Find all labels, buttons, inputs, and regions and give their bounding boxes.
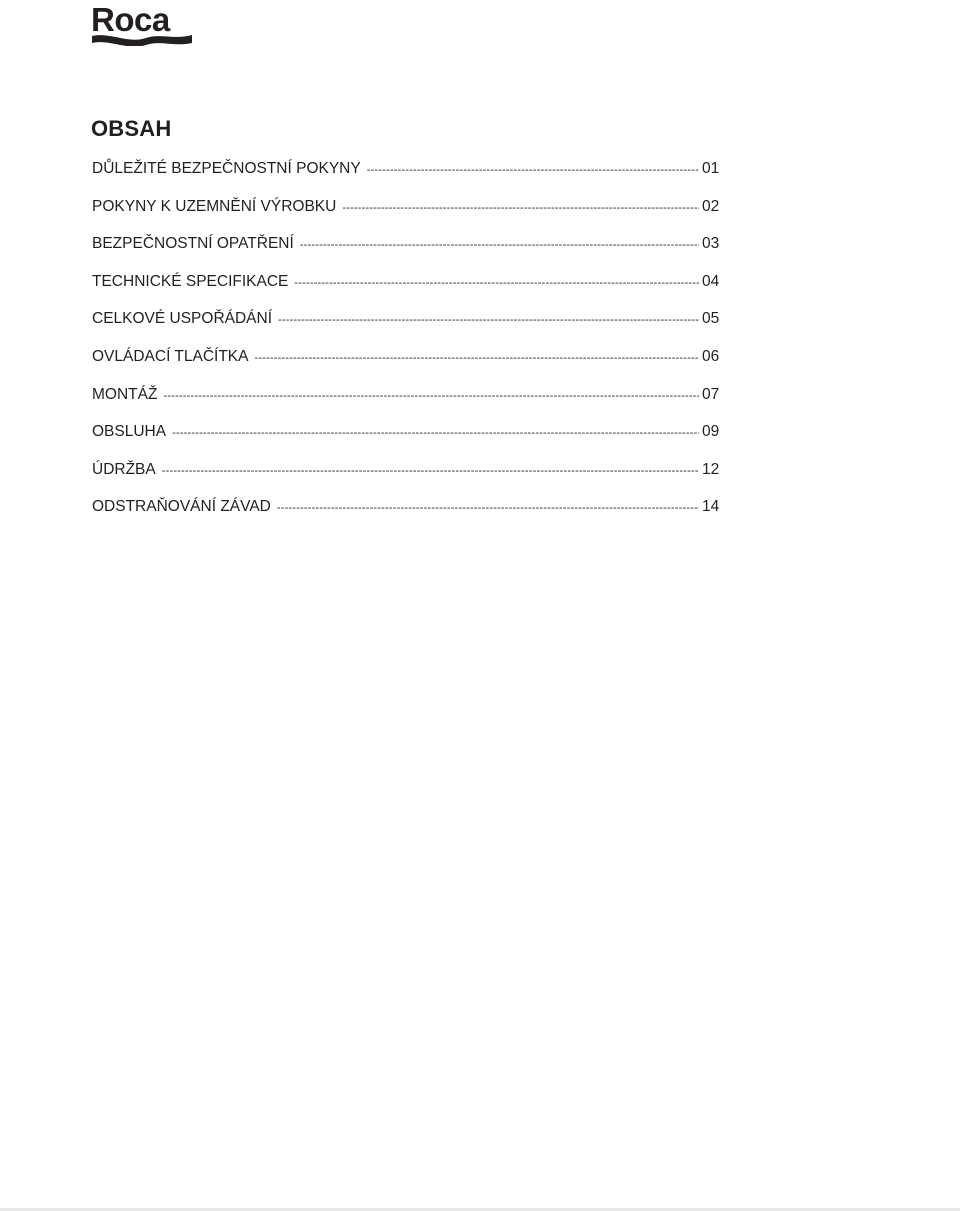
toc-dot-leader — [163, 385, 699, 407]
toc-entry-label: POKYNY K UZEMNĚNÍ VÝROBKU — [92, 197, 337, 215]
toc-dot-leader — [300, 234, 699, 256]
toc-entry-operation[interactable] — [92, 421, 719, 459]
toc-entry-safety-precautions[interactable] — [92, 233, 719, 271]
toc-entry-grounding-instructions[interactable] — [92, 196, 719, 234]
toc-entry-label: BEZPEČNOSTNÍ OPATŘENÍ — [92, 235, 294, 253]
toc-dot-leader — [294, 272, 699, 294]
toc-dot-leader — [278, 309, 699, 331]
roca-logo-mark — [90, 2, 194, 46]
toc-entry-label: DŮLEŽITÉ BEZPEČNOSTNÍ POKYNY — [92, 160, 361, 177]
toc-entry-safety-instructions[interactable] — [92, 158, 719, 196]
toc-entry-general-layout[interactable] — [92, 308, 719, 346]
toc-dot-leader — [254, 347, 699, 369]
toc-entry-label: TECHNICKÉ SPECIFIKACE — [92, 272, 289, 290]
toc-entry-installation[interactable] — [92, 384, 719, 422]
toc-entry-control-buttons[interactable] — [92, 346, 719, 384]
toc-page-number: 14 — [702, 498, 720, 516]
toc-dot-leader — [162, 460, 699, 482]
svg-text:Roca: Roca — [91, 2, 170, 38]
toc-dot-leader — [277, 497, 699, 519]
toc-entry-label: MONTÁŽ — [92, 385, 158, 403]
toc-page-number: 06 — [702, 347, 720, 365]
roca-logo — [90, 2, 194, 46]
toc-entry-label: CELKOVÉ USPOŘÁDÁNÍ — [92, 310, 273, 328]
toc-entry-label: ODSTRAŇOVÁNÍ ZÁVAD — [92, 498, 271, 516]
toc-page-number: 01 — [702, 160, 720, 177]
toc-entry-label: OVLÁDACÍ TLAČÍTKA — [92, 347, 249, 365]
toc-entry-troubleshooting[interactable] — [92, 496, 719, 534]
toc-entry-label: OBSLUHA — [92, 423, 167, 441]
toc-entry-label: ÚDRŽBA — [92, 460, 156, 478]
toc-dot-leader — [342, 197, 699, 219]
toc-page-number: 03 — [702, 235, 720, 253]
toc-dot-leader — [367, 159, 699, 181]
toc-entry-maintenance[interactable] — [92, 459, 719, 497]
toc-page-number: 05 — [702, 310, 720, 328]
toc-entry-technical-specifications[interactable] — [92, 271, 719, 309]
toc-page-number: 02 — [702, 197, 720, 215]
toc-page-number: 09 — [702, 423, 720, 441]
toc-dot-leader — [172, 422, 699, 444]
toc-page-number: 12 — [702, 460, 720, 478]
contents-title: OBSAH — [91, 116, 172, 141]
toc-page-number: 07 — [702, 385, 720, 403]
toc-page-number: 04 — [702, 272, 720, 290]
table-of-contents — [92, 158, 719, 534]
